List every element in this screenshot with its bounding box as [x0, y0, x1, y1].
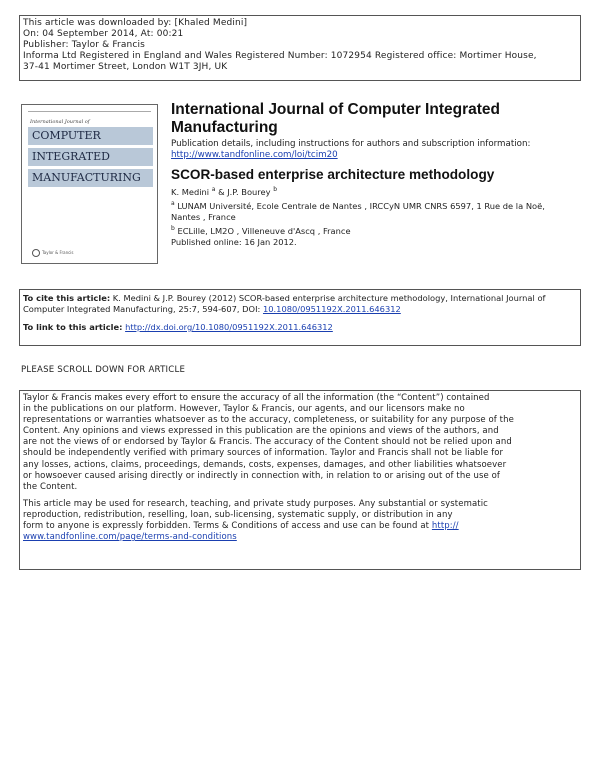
disclaimer-line: representations or warranties whatsoever as to the accuracy, completeness, or suitability for any purpose of the	[23, 415, 514, 426]
cover-band-manufacturing: MANUFACTURING	[28, 169, 153, 187]
author-1-affil: a	[211, 186, 216, 193]
affiliation-a-cont: Nantes , France	[171, 212, 236, 222]
affiliation-b-text: ECLille, LM2O , Villeneuve d'Ascq , France	[177, 226, 351, 236]
journal-cover-image	[21, 104, 158, 264]
affiliation-a-marker: a	[171, 200, 175, 207]
cover-rule	[28, 111, 151, 116]
download-info-box	[19, 15, 581, 81]
terms-url-link-part-2[interactable]: www.tandfonline.com/page/terms-and-conditions	[23, 532, 237, 543]
authors	[171, 187, 583, 198]
cover-publisher-label: Taylor & Francis	[42, 250, 74, 255]
disclaimer-paragraph-2	[23, 499, 577, 543]
disclaimer-line: Content. Any opinions and views expressed in this publication are the opinions and views of the authors, and	[23, 426, 499, 437]
disclaimer-line: Taylor & Francis makes every effort to ensure the accuracy of all the information (the “Content”) contained	[23, 393, 490, 403]
publisher-logo-icon	[32, 249, 40, 257]
disclaimer-line: any losses, actions, claims, proceedings, demands, costs, expenses, damages, and other liabilities whatsoever	[23, 459, 507, 470]
disclaimer-line: are not the views of or endorsed by Taylor & Francis. The accuracy of the Content should not be relied upon and	[23, 437, 512, 448]
disclaimer-box	[19, 390, 581, 570]
disclaimer-line: reproduction, redistribution, reselling, loan, sub-licensing, systematic supply, or distribution in any	[23, 509, 453, 520]
publication-details	[171, 139, 583, 161]
affiliation-a-text: LUNAM Université, Ecole Centrale de Nantes , IRCCyN UMR CNRS 6597, 1 Rue de la Noë,	[177, 201, 545, 211]
disclaimer-paragraph-1	[23, 393, 577, 493]
cite-text: K. Medini & J.P. Bourey (2012) SCOR-based enterprise architecture methodology, International Journal of	[112, 293, 546, 303]
journal-url-link[interactable]: http://www.tandfonline.com/loi/tcim20	[171, 150, 338, 160]
download-info-line: This article was downloaded by: [Khaled Medini]	[23, 18, 248, 28]
cover-band-computer: COMPUTER	[28, 127, 153, 145]
download-info-line: On: 04 September 2014, At: 00:21	[23, 29, 184, 39]
cover-band-integrated: INTEGRATED	[28, 148, 153, 166]
article-meta	[171, 101, 583, 248]
publication-details-text: Publication details, including instructions for authors and subscription information:	[171, 139, 531, 149]
cite-label: To cite this article:	[23, 293, 111, 303]
cover-journal-label: International Journal of	[30, 119, 90, 125]
author-separator: &	[215, 187, 228, 197]
published-date: Published online: 16 Jan 2012.	[171, 237, 297, 247]
terms-url-link-part-1[interactable]: http://	[431, 521, 459, 532]
download-info-line: Informa Ltd Registered in England and Wales Registered Number: 1072954 Registered office: Mortimer House,	[23, 51, 537, 61]
doi-link[interactable]: 10.1080/0951192X.2011.646312	[262, 304, 401, 314]
cite-text-2: Computer Integrated Manufacturing, 25:7, 594-607, DOI:	[23, 304, 261, 314]
disclaimer-line: or howsoever caused arising directly or indirectly in connection with, in relation to or arising out of the use of	[23, 470, 500, 481]
citation-box	[19, 289, 581, 346]
disclaimer-line: the Content.	[23, 481, 78, 492]
cite-row-cont	[23, 304, 577, 315]
download-info-line: 37-41 Mortimer Street, London W1T 3JH, UK	[23, 62, 228, 72]
author-2: J.P. Bourey	[227, 187, 271, 197]
scroll-notice: PLEASE SCROLL DOWN FOR ARTICLE	[21, 365, 186, 375]
author-1: K. Medini	[171, 187, 210, 197]
disclaimer-line: This article may be used for research, teaching, and private study purposes. Any substantial or systematic	[23, 498, 488, 509]
journal-title: International Journal of Computer Integrated Manufacturing	[171, 101, 500, 136]
link-row	[23, 322, 577, 333]
cite-row	[23, 293, 577, 304]
cover-publisher	[32, 249, 74, 257]
disclaimer-line: should be independently verified with primary sources of information. Taylor and Francis shall not be liable for	[23, 448, 504, 459]
download-info-line: Publisher: Taylor & Francis	[23, 40, 145, 50]
author-2-affil: b	[273, 186, 277, 193]
article-doi-url-link[interactable]: http://dx.doi.org/10.1080/0951192X.2011.646312	[125, 322, 333, 332]
affiliation-b	[171, 226, 583, 237]
link-label: To link to this article:	[23, 322, 123, 332]
affiliation-b-marker: b	[171, 225, 175, 232]
disclaimer-line: in the publications on our platform. However, Taylor & Francis, our agents, and our licensors make no	[23, 404, 465, 415]
article-title: SCOR-based enterprise architecture methodology	[171, 167, 495, 182]
disclaimer-line: form to anyone is expressly forbidden. Terms & Conditions of access and use can be found at	[23, 521, 430, 532]
affiliation-a	[171, 201, 583, 212]
